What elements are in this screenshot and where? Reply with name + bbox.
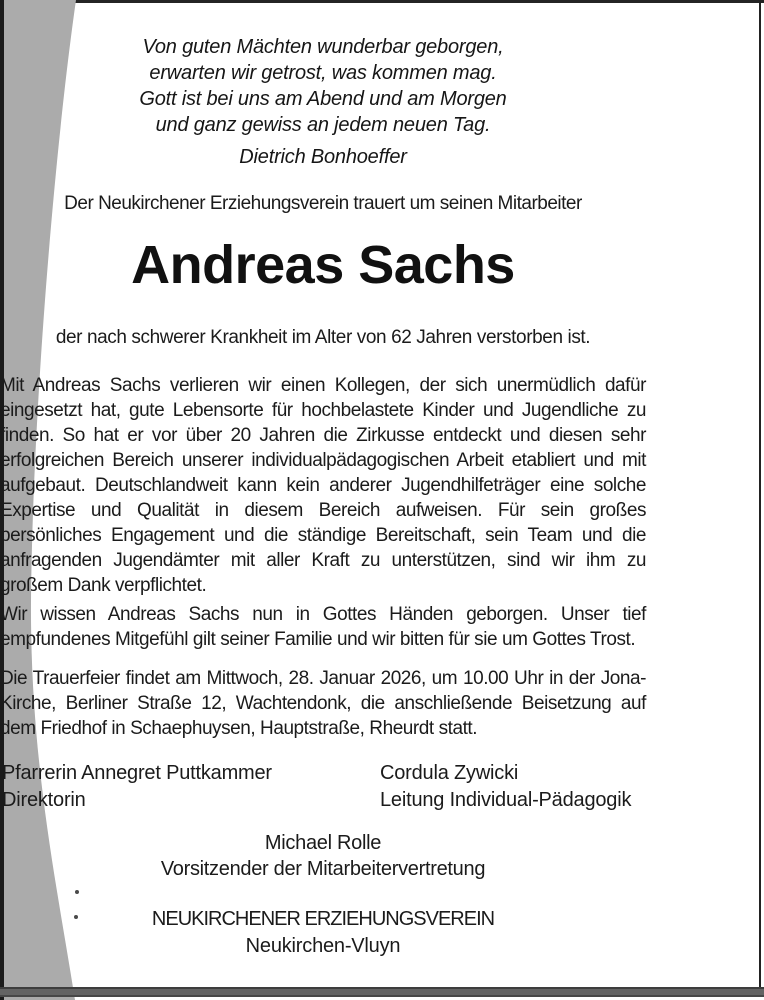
signatory-name: Pfarrerin Annegret Puttkammer: [2, 762, 272, 784]
intro-line: Der Neukirchener Erziehungsverein trauert um seinen Mitarbeiter: [64, 193, 582, 214]
organization-location: Neukirchen-Vluyn: [245, 935, 401, 957]
scan-speck: [75, 890, 79, 894]
signatory-role: Vorsitzender der Mitarbeitervertretung: [160, 858, 486, 880]
signatory-name: Michael Rolle: [264, 832, 382, 854]
subtitle-line: der nach schwerer Krankheit im Alter von 62 Jahren verstorben ist.: [55, 327, 591, 348]
signatory-left: [2, 760, 272, 814]
signatory-right: [380, 760, 631, 814]
organization-block: [0, 906, 646, 960]
quote-line: Von guten Mächten wunderbar geborgen,: [142, 36, 504, 58]
quote-line: Gott ist bei uns am Abend und am Morgen: [139, 88, 507, 110]
signatories-row: [0, 760, 646, 818]
signatory-role: Leitung Individual-Pädagogik: [380, 789, 632, 811]
signatory-role: Direktorin: [2, 789, 86, 811]
deceased-name: Andreas Sachs: [131, 235, 515, 295]
funeral-details-paragraph: Die Trauerfeier findet am Mittwoch, 28. Januar 2026, um 10.00 Uhr in der Jona-Kirche, Berliner Straße 12, Wachtendonk, die anschließende Beisetzung auf dem Friedhof in Schaephuysen, Hauptstraße, Rheurdt statt.: [0, 668, 646, 739]
quote-author: Dietrich Bonhoeffer: [239, 146, 407, 168]
opening-quote: [0, 34, 646, 170]
condolence-paragraph: Wir wissen Andreas Sachs nun in Gottes Händen geborgen. Unser tief empfundenes Mitgefühl gilt seiner Familie und wir bitten für sie um Gottes Trost.: [0, 604, 646, 650]
frame-right-line: [759, 0, 761, 988]
frame-bottom-band: [0, 987, 764, 997]
signatory-name: Cordula Zywicki: [380, 762, 519, 784]
signatory-center: [0, 830, 646, 882]
quote-line: erwarten wir getrost, was kommen mag.: [149, 62, 497, 84]
quote-line: und ganz gewiss an jedem neuen Tag.: [155, 114, 491, 136]
frame-top-line: [0, 0, 764, 3]
organization-name: NEUKIRCHENER ERZIEHUNGSVEREIN: [151, 908, 495, 930]
tribute-paragraph: Mit Andreas Sachs verlieren wir einen Kollegen, der sich unermüdlich dafür eingesetzt hat, gute Lebensorte für hochbelastete Kinder und Jugendliche zu finden. So hat er vor über 20 Jahren die Zirkusse entdeckt und diesen sehr erfolgreichen Bereich unserer individualpädagogischen Arbeit etabliert und mit aufgebaut. Deutschlandweit kann kein anderer Jugendhilfeträger eine solche Expertise und Qualität in diesem Bereich aufweisen. Für sein großes persönliches Engagement und die ständige Bereitschaft, sein Team und die anfragenden Jugendämter mit aller Kraft zu unterstützen, sind wir ihm zu großem Dank verpflichtet.: [0, 375, 646, 596]
